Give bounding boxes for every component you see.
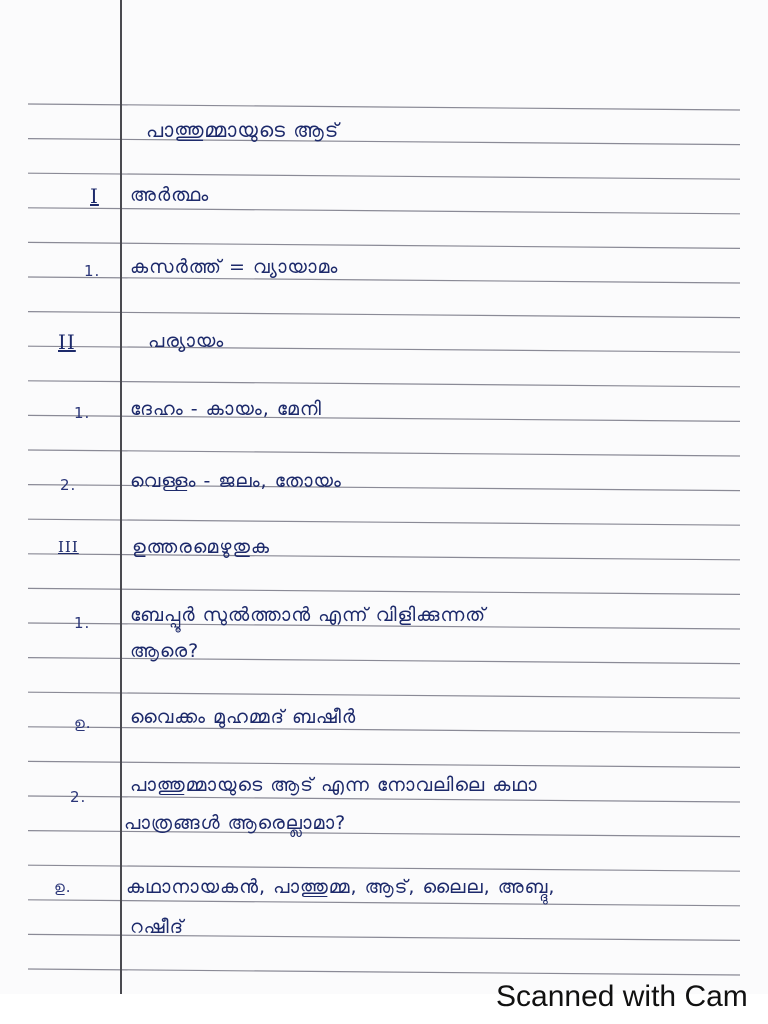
item-number: 1. — [74, 404, 91, 422]
ruled-line — [28, 139, 740, 145]
item-text: ദേഹം - കായം, മേനി — [130, 398, 322, 420]
item-text: വെള്ളം - ജലം, തോയം — [130, 470, 342, 492]
item-number: 1. — [74, 614, 91, 632]
item-text: പാത്തുമ്മായുടെ ആട് എന്ന നോവലിലെ കഥാ — [130, 774, 538, 796]
scanner-watermark: Scanned with Cam — [496, 980, 748, 1013]
item-text: ബേപ്പൂർ സുൽത്താൻ എന്ന് വിളിക്കുന്നത് — [130, 604, 487, 626]
margin-line — [120, 0, 122, 995]
section-heading-3: ഉത്തരമെഴുതുക — [132, 536, 271, 558]
ruled-line — [28, 208, 740, 214]
item-number: 2. — [60, 476, 77, 494]
item-text-continued: ആരെ? — [130, 640, 200, 662]
item-number: 1. — [84, 262, 101, 280]
ruled-line — [28, 450, 740, 456]
ruled-line — [28, 796, 740, 802]
ruled-line — [28, 312, 740, 318]
item-text: കസർത്ത് = വ്യായാമം — [130, 256, 339, 278]
section-numeral-1: I — [90, 184, 99, 208]
ruled-line — [28, 519, 740, 525]
section-numeral-3: III — [58, 538, 79, 556]
section-heading-2: പര്യായം — [148, 330, 225, 352]
ruled-line — [28, 346, 740, 352]
item-text-continued: പാത്രങ്ങൾ ആരെല്ലാമാ? — [124, 812, 347, 834]
ruled-line — [28, 761, 740, 767]
item-number: ഉ. — [54, 878, 72, 896]
ruled-line — [28, 969, 740, 975]
ruled-line — [28, 173, 740, 179]
item-number: 2. — [70, 788, 87, 806]
section-numeral-2: II — [58, 330, 76, 354]
item-number: ഉ. — [74, 714, 92, 732]
ruled-line — [28, 242, 740, 248]
ruled-line — [28, 588, 740, 594]
ruled-line — [28, 104, 740, 110]
section-heading-1: അർത്ഥം — [130, 184, 210, 206]
ruled-line — [28, 692, 740, 698]
item-text-continued: റഷീദ് — [130, 916, 185, 938]
item-text: കഥാനായകൻ, പാത്തുമ്മ, ആട്, ലൈല, അബ്ദു, — [126, 876, 556, 898]
ruled-line — [28, 865, 740, 871]
item-text: വൈക്കം മുഹമ്മദ് ബഷീർ — [130, 706, 357, 728]
ruled-line — [28, 900, 740, 906]
page-title: പാത്തുമ്മായുടെ ആട് — [146, 118, 340, 142]
ruled-line — [28, 381, 740, 387]
